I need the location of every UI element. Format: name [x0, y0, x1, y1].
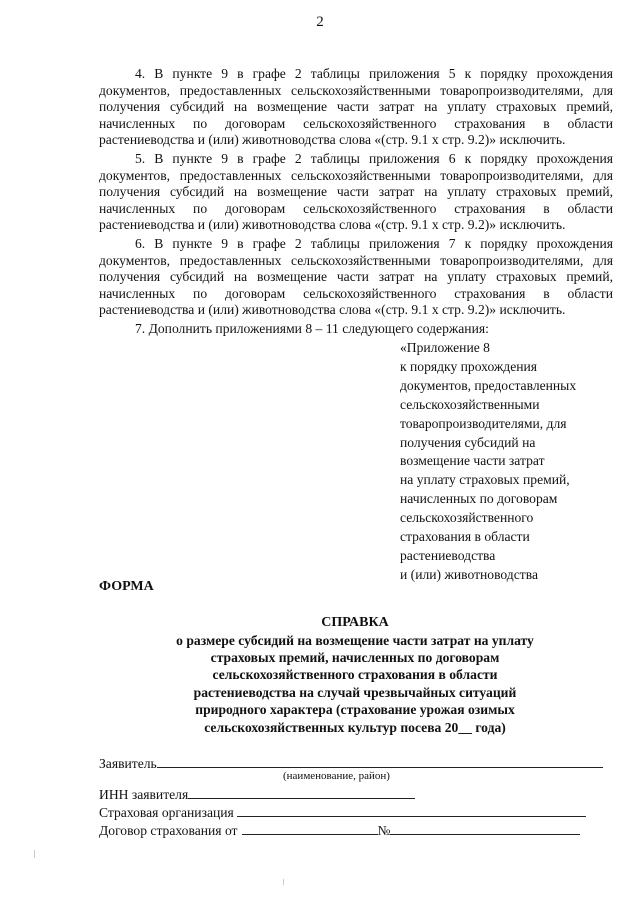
form-label: ФОРМА: [99, 579, 154, 594]
contract-date-field[interactable]: [242, 822, 378, 835]
contract-number-field[interactable]: [390, 822, 580, 835]
appendix-line: возмещение части затрат: [400, 453, 545, 469]
subtitle-line: сельскохозяйственного страхования в области: [212, 667, 498, 682]
scan-artifact: [34, 850, 35, 858]
appendix-line: «Приложение 8: [400, 340, 490, 355]
paragraph-item-5: 5. В пункте 9 в графе 2 таблицы приложения 6 к порядку прохождения документов, предоставленных сельскохозяйственными товаропроизводителями, для получения субсидий на возмещение части затрат на уплату страховых премий, начисленных по договорам сельскохозяйственного страхования в области растениеводства и (или) животноводства слова «(стр. 9.1 х стр. 9.2)» исключить.: [99, 151, 613, 233]
applicant-caption: (наименование, район): [283, 770, 390, 782]
inn-field[interactable]: [188, 786, 415, 799]
contract-label: Договор страхования от: [99, 823, 238, 838]
applicant-field[interactable]: [157, 755, 603, 768]
insurer-row: [99, 804, 586, 821]
appendix-line: документов, предоставленных: [400, 377, 577, 393]
paragraph-item-4: 4. В пункте 9 в графе 2 таблицы приложения 5 к порядку прохождения документов, предоставленных сельскохозяйственными товаропроизводителями, для получения субсидий на возмещение части затрат на уплату страховых премий, начисленных по договорам сельскохозяйственного страхования в области растениеводства и (или) животноводства слова «(стр. 9.1 х стр. 9.2)» исключить.: [99, 66, 613, 148]
appendix-line: сельскохозяйственного: [400, 510, 534, 526]
scan-artifact: [283, 879, 284, 885]
subtitle-line: страховых премий, начисленных по договорам: [210, 650, 500, 665]
number-sign: №: [377, 823, 391, 838]
paragraph-item-6: 6. В пункте 9 в графе 2 таблицы приложения 7 к порядку прохождения документов, предоставленных сельскохозяйственными товаропроизводителями, для получения субсидий на возмещение части затрат на уплату страховых премий, начисленных по договорам сельскохозяйственного страхования в области растениеводства и (или) животноводства слова «(стр. 9.1 х стр. 9.2)» исключить.: [99, 236, 613, 318]
appendix-header: [400, 339, 610, 585]
insurer-field[interactable]: [237, 804, 586, 817]
appendix-line: к порядку прохождения: [400, 358, 538, 374]
paragraph-item-7: 7. Дополнить приложениями 8 – 11 следующего содержания:: [135, 321, 489, 336]
subtitle-line: сельскохозяйственных культур посева 20__ года): [204, 720, 506, 735]
appendix-line: товаропроизводителями, для: [400, 415, 567, 431]
inn-label: ИНН заявителя: [99, 787, 189, 802]
subtitle-line: о размере субсидий на возмещение части затрат на уплату: [176, 633, 534, 648]
appendix-line: сельскохозяйственными: [400, 396, 540, 412]
subtitle-line: растениеводства на случай чрезвычайных ситуаций: [193, 685, 517, 700]
subtitle-line: природного характера (страхование урожая озимых: [195, 702, 515, 717]
insurer-label: Страховая организация: [99, 805, 234, 820]
contract-row: [99, 822, 580, 839]
inn-row: [99, 786, 415, 803]
appendix-line: растениеводства: [400, 547, 496, 563]
appendix-line: получения субсидий на: [400, 434, 536, 450]
appendix-line: страхования в области: [400, 529, 530, 545]
applicant-label: Заявитель: [99, 756, 157, 771]
appendix-line: начисленных по договорам: [400, 491, 558, 507]
appendix-line: и (или) животноводства: [400, 566, 538, 582]
document-title: СПРАВКА: [321, 615, 389, 630]
appendix-line: на уплату страховых премий,: [400, 472, 570, 488]
page-number: 2: [316, 14, 324, 30]
